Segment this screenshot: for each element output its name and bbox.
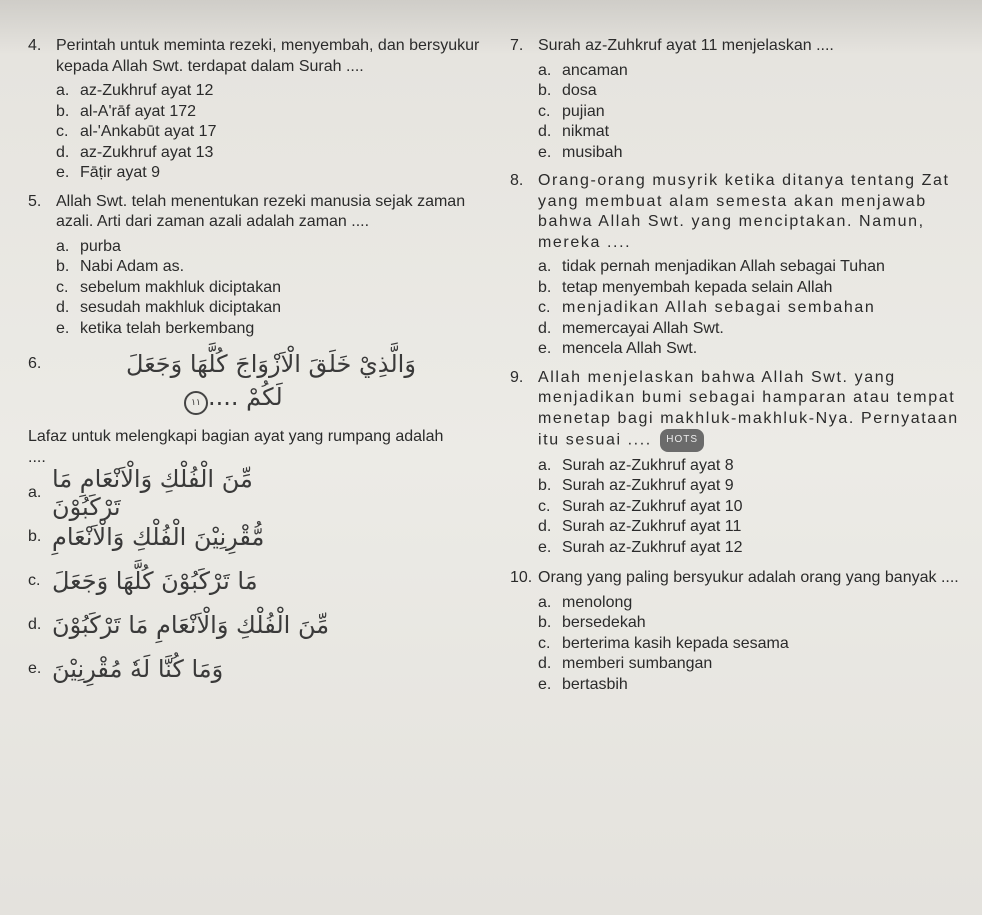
question-6: [28, 427, 493, 468]
option-6e[interactable]: [28, 650, 493, 688]
option-letter: c.: [56, 123, 69, 140]
option-letter: c.: [28, 572, 41, 589]
option-10b[interactable]: [538, 613, 960, 634]
option-text: bersedekah: [562, 614, 646, 631]
option-7c[interactable]: [538, 102, 960, 123]
question-number: 4.: [28, 37, 42, 54]
option-text: memberi sumbangan: [562, 655, 713, 672]
option-8e[interactable]: [538, 339, 960, 360]
option-letter: e.: [28, 660, 42, 677]
option-text: Surah az-Zukhruf ayat 11: [562, 518, 742, 535]
option-arabic: مُّقْرِنِيْنَ الْفُلْكِ وَالْاَنْعَامِ: [52, 523, 265, 551]
option-6a[interactable]: [28, 465, 493, 521]
option-8d[interactable]: [538, 319, 960, 340]
question-text: Perintah untuk meminta rezeki, menyembah, dan bersyukur kepada Allah Swt. terdapat dalam Surah ....: [56, 37, 480, 75]
option-text: dosa: [562, 82, 597, 99]
question-7: [510, 36, 960, 57]
option-text: Nabi Adam as.: [80, 258, 185, 275]
option-9a[interactable]: [538, 456, 960, 477]
option-letter: b.: [538, 278, 552, 296]
option-letter: b.: [538, 477, 552, 494]
option-text: tetap menyembah kepada selain Allah: [562, 278, 833, 296]
left-column: [28, 36, 493, 688]
question-text: Allah Swt. telah menentukan rezeki manusia sejak zaman azali. Arti dari zaman azali adalah zaman ....: [56, 192, 466, 230]
option-text: Fāṭir ayat 9: [80, 164, 161, 181]
option-text: menolong: [562, 593, 633, 611]
option-letter: c.: [56, 278, 69, 296]
right-column: [510, 36, 960, 695]
ayah-number-icon: ١١: [184, 391, 208, 415]
option-text: musibah: [562, 143, 623, 161]
question-number: 10.: [510, 569, 533, 586]
question-number: 5.: [28, 192, 42, 210]
option-letter: a.: [56, 82, 70, 99]
option-4b[interactable]: [56, 102, 493, 123]
option-letter: c.: [538, 634, 551, 652]
option-text: mencela Allah Swt.: [562, 340, 698, 357]
option-4a[interactable]: [56, 81, 493, 102]
option-letter: b.: [56, 258, 70, 275]
option-text: Surah az-Zukhruf ayat 8: [562, 456, 734, 474]
option-10d[interactable]: [538, 654, 960, 675]
option-letter: b.: [28, 528, 42, 545]
option-text: sebelum makhluk diciptakan: [80, 278, 281, 296]
option-text: purba: [80, 237, 121, 255]
option-9b[interactable]: [538, 476, 960, 497]
option-letter: c.: [538, 299, 551, 316]
question-6-ayah-line2: [28, 381, 493, 417]
question-text: Allah menjelaskan bahwa Allah Swt. yang menjadikan bumi sebagai hamparan atau tempat menetap bagi makhluk-makhluk-Nya. Pernyataan itu sesuai ....: [538, 368, 959, 449]
option-letter: b.: [538, 614, 552, 631]
option-10c[interactable]: [538, 634, 960, 655]
option-6d[interactable]: [28, 606, 493, 644]
question-text: Orang yang paling bersyukur adalah orang yang banyak ....: [538, 569, 959, 586]
option-letter: a.: [28, 484, 42, 501]
option-5b[interactable]: [56, 257, 493, 278]
option-arabic: مِّنَ الْفُلْكِ وَالْاَنْعَامِ مَا تَرْكَبُوْنَ: [52, 465, 253, 521]
option-text: tidak pernah menjadikan Allah sebagai Tuhan: [562, 258, 885, 275]
option-arabic: مَا تَرْكَبُوْنَ كُلَّهَا وَجَعَلَ: [52, 567, 258, 595]
question-9: [510, 368, 960, 452]
option-letter: e.: [538, 143, 552, 161]
option-letter: a.: [538, 456, 552, 474]
option-4d[interactable]: [56, 143, 493, 164]
option-10e[interactable]: [538, 675, 960, 696]
option-letter: a.: [538, 593, 552, 611]
option-letter: d.: [538, 123, 552, 140]
option-letter: e.: [56, 319, 70, 337]
option-8c[interactable]: [538, 298, 960, 319]
question-number: 8.: [510, 172, 524, 189]
ayah-fragment: لَكُمْ ....: [208, 383, 283, 411]
option-letter: d.: [56, 299, 70, 316]
ayah-text: وَالَّذِيْ خَلَقَ الْاَزْوَاجَ كُلَّهَا وَجَعَلَ: [126, 350, 416, 378]
option-letter: a.: [538, 61, 552, 79]
option-arabic: وَمَا كُنَّا لَهٗ مُقْرِنِيْنَ: [52, 655, 224, 683]
option-5d[interactable]: [56, 298, 493, 319]
question-6-ayah-line1: [28, 347, 493, 381]
option-text: memercayai Allah Swt.: [562, 319, 724, 337]
option-text: ancaman: [562, 61, 628, 79]
option-letter: d.: [28, 616, 42, 633]
option-8b[interactable]: [538, 278, 960, 299]
question-number: 7.: [510, 37, 524, 54]
option-letter: d.: [56, 143, 70, 161]
question-4: [28, 36, 493, 77]
option-4c[interactable]: [56, 122, 493, 143]
option-letter: d.: [538, 319, 552, 337]
question-text: Lafaz untuk melengkapi bagian ayat yang rumpang adalah ....: [28, 428, 444, 466]
question-number: 9.: [510, 368, 524, 386]
option-6c[interactable]: [28, 562, 493, 600]
option-text: sesudah makhluk diciptakan: [80, 299, 282, 316]
option-text: Surah az-Zukhruf ayat 9: [562, 477, 734, 494]
option-letter: e.: [538, 675, 552, 693]
option-arabic: مِّنَ الْفُلْكِ وَالْاَنْعَامِ مَا تَرْكَبُوْنَ: [52, 611, 330, 639]
hots-badge: HOTS: [660, 429, 704, 452]
option-9c[interactable]: [538, 497, 960, 518]
option-text: az-Zukhruf ayat 12: [80, 82, 214, 99]
question-number: 6.: [28, 355, 42, 372]
option-text: Surah az-Zukhruf ayat 12: [562, 538, 743, 556]
option-letter: b.: [538, 82, 552, 99]
option-9d[interactable]: [538, 517, 960, 538]
option-5e[interactable]: [56, 319, 493, 340]
question-8: [510, 171, 960, 253]
option-7b[interactable]: [538, 81, 960, 102]
option-text: Surah az-Zukhruf ayat 10: [562, 497, 743, 515]
option-7a[interactable]: [538, 61, 960, 82]
option-5c[interactable]: [56, 278, 493, 299]
option-text: bertasbih: [562, 675, 628, 693]
question-5: [28, 192, 493, 233]
option-8a[interactable]: [538, 257, 960, 278]
question-body: [538, 368, 960, 452]
option-5a[interactable]: [56, 237, 493, 258]
option-6b[interactable]: [28, 518, 493, 556]
option-letter: a.: [56, 237, 70, 255]
question-text: Surah az-Zuhkruf ayat 11 menjelaskan ....: [538, 37, 834, 54]
option-7e[interactable]: [538, 143, 960, 164]
option-9e[interactable]: [538, 538, 960, 559]
ayah-text-end: [178, 383, 283, 415]
option-letter: c.: [538, 497, 551, 515]
question-10: [510, 568, 960, 589]
option-letter: e.: [56, 164, 70, 181]
option-text: al-'Ankabūt ayat 17: [80, 123, 217, 140]
option-letter: d.: [538, 655, 552, 672]
option-letter: e.: [538, 340, 552, 357]
option-letter: d.: [538, 518, 552, 535]
option-letter: c.: [538, 102, 551, 120]
option-text: al-A'rāf ayat 172: [80, 102, 197, 120]
option-10a[interactable]: [538, 593, 960, 614]
option-text: nikmat: [562, 123, 610, 140]
option-text: ketika telah berkembang: [80, 319, 255, 337]
question-text: Orang-orang musyrik ketika ditanya tentang Zat yang membuat alam semesta akan menjawab bahwa Allah Swt. yang menciptakan. Namun, mereka ....: [538, 172, 950, 251]
option-7d[interactable]: [538, 122, 960, 143]
option-text: menjadikan Allah sebagai sembahan: [562, 299, 876, 316]
option-4e[interactable]: [56, 163, 493, 184]
option-text: berterima kasih kepada sesama: [562, 634, 789, 652]
option-letter: a.: [538, 258, 552, 275]
option-text: pujian: [562, 102, 605, 120]
option-text: az-Zukhruf ayat 13: [80, 143, 214, 161]
option-letter: e.: [538, 538, 552, 556]
option-letter: b.: [56, 102, 70, 120]
